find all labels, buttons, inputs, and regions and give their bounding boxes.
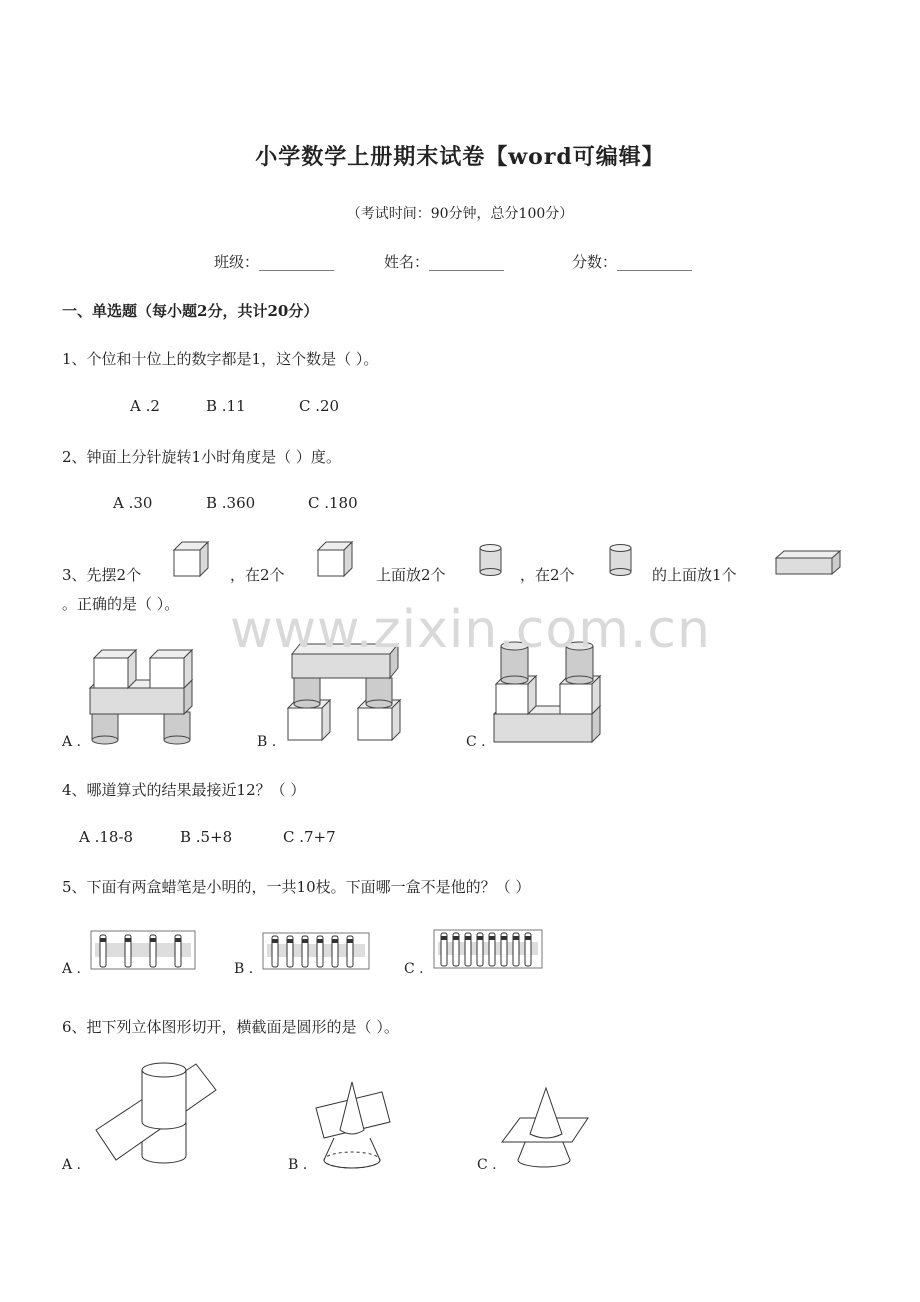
q4-option-a: A .18-8 bbox=[79, 828, 134, 846]
question-4: 4、哪道算式的结果最接近12？（ ） bbox=[62, 781, 306, 799]
question-1: 1、个位和十位上的数字都是1，这个数是（ ）。 bbox=[62, 350, 379, 368]
q3-option-a: A . bbox=[62, 734, 82, 750]
cylinder-icon bbox=[608, 543, 634, 577]
exam-info: （考试时间：90分钟，总分100分） bbox=[346, 206, 574, 222]
q3-figure-a bbox=[88, 644, 200, 748]
long-block-icon bbox=[774, 548, 842, 576]
question-3-part3: 上面放2个 bbox=[376, 566, 446, 584]
page-title: 小学数学上册期末试卷【word可编辑】 bbox=[255, 144, 665, 170]
question-3-part5: 的上面放1个 bbox=[652, 566, 737, 584]
q3-option-b: B . bbox=[257, 734, 277, 750]
q1-option-c: C .20 bbox=[299, 397, 340, 415]
q2-option-b: B .360 bbox=[206, 494, 256, 512]
q6-option-c: C . bbox=[477, 1157, 497, 1173]
name-field: 姓名：__________ bbox=[384, 253, 505, 271]
q2-option-a: A .30 bbox=[113, 494, 153, 512]
cylinder-cut-figure bbox=[94, 1060, 218, 1168]
q2-option-c: C .180 bbox=[308, 494, 358, 512]
section-heading: 一、单选题（每小题2分，共计20分） bbox=[62, 302, 319, 320]
q3-option-c: C . bbox=[466, 734, 486, 750]
question-6: 6、把下列立体图形切开，横截面是圆形的是（ ）。 bbox=[62, 1018, 399, 1036]
crayon-box-6 bbox=[262, 932, 372, 972]
cube-icon bbox=[316, 540, 356, 578]
question-3-part1: 3、先摆2个 bbox=[62, 566, 142, 584]
q5-option-c: C . bbox=[404, 961, 424, 977]
score-field: 分数：__________ bbox=[572, 253, 693, 271]
question-5: 5、下面有两盒蜡笔是小明的，一共10枝。下面哪一盒不是他的？（ ） bbox=[62, 878, 531, 896]
q1-option-b: B .11 bbox=[206, 397, 246, 415]
q5-option-a: A . bbox=[62, 961, 82, 977]
crayon-box-4 bbox=[90, 930, 198, 972]
question-2: 2、钟面上分针旋转1小时角度是（ ）度。 bbox=[62, 448, 341, 466]
watermark: www.zixin.com.cn bbox=[230, 600, 711, 660]
cone-horizontal-cut-figure bbox=[500, 1086, 592, 1170]
question-3-part4: ，在2个 bbox=[520, 566, 575, 584]
cone-cut-figure bbox=[312, 1078, 392, 1170]
question-3-line2: 。正确的是（ ）。 bbox=[62, 595, 180, 613]
q5-option-b: B . bbox=[234, 961, 254, 977]
q1-option-a: A .2 bbox=[130, 397, 160, 415]
cylinder-icon bbox=[478, 543, 504, 577]
q4-option-c: C .7+7 bbox=[283, 828, 336, 846]
class-field: 班级：__________ bbox=[214, 253, 335, 271]
q6-option-b: B . bbox=[288, 1157, 308, 1173]
crayon-box-8 bbox=[433, 929, 545, 971]
q6-option-a: A . bbox=[62, 1157, 82, 1173]
question-3-part2: ，在2个 bbox=[230, 566, 285, 584]
q4-option-b: B .5+8 bbox=[180, 828, 233, 846]
cube-icon bbox=[172, 540, 212, 578]
